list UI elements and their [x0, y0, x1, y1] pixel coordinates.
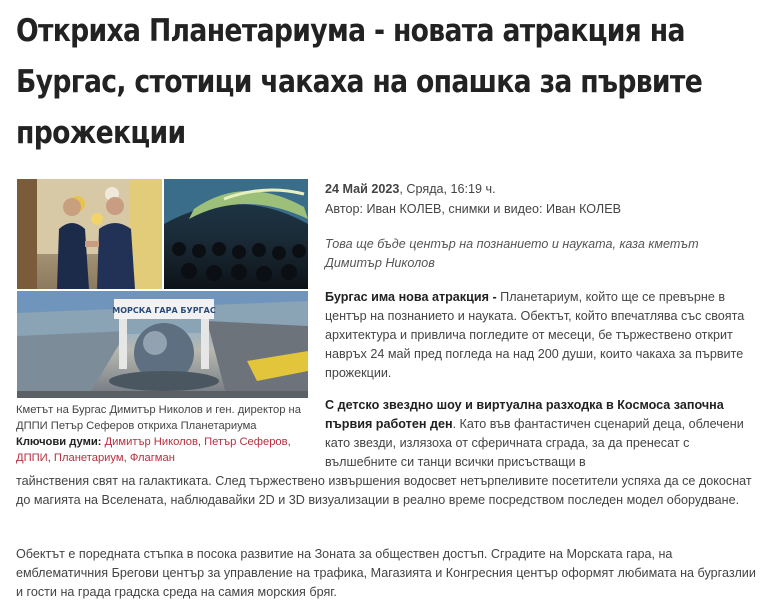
paragraph-1-bold: Бургас има нова атракция -: [325, 290, 497, 304]
article-photo-collage[interactable]: [17, 179, 308, 398]
article-lead: Това ще бъде център на познанието и науката, каза кметът Димитър Николов: [325, 237, 699, 270]
station-sign: МОРСКА ГАРА БУРГАС: [112, 306, 216, 315]
paragraph-2-continued: тайнствения свят на галактиката. След тържествено извършения водосвет нетърпеливите посетители успяха да се докоснат до магията на Вселената, наблюдавайки 2D и 3D визуализации в реално време посредством последен модел оборудване.: [16, 474, 752, 507]
paragraph-2: [325, 396, 757, 472]
publish-date-line: [325, 179, 755, 199]
paragraph-3: Обектът е поредната стъпка в посока развитие на Зоната за обществен достъп. Сградите на Морската гара, на емблематичния Брегови център за управление на трафика, Магазията и Конгресния център оформят любимата на бургазлии и гости на града градска среда на самия морския бряг.: [16, 547, 756, 599]
keyword-link[interactable]: ДППИ: [16, 452, 48, 464]
keywords-label: Ключови думи:: [16, 436, 102, 448]
paragraph-1: [325, 288, 757, 383]
photo-caption-block: [16, 402, 308, 466]
paragraph-1-text: Планетариум, който ще се превърне в център на познанието и науката. Обектът, който впечатлява със своята архитектура и привлича погледите от месеци, бе тържествено открит навръх 24 май пред погледа на над 200 души, които чакаха за първите прожекции.: [325, 290, 745, 380]
article-title: Откриха Планетариума - новата атракция на Бургас, стотици чакаха на опашка за първите прожекции: [16, 13, 703, 151]
photo-planetarium-building: [17, 291, 308, 398]
keywords-line: Ключови думи: Димитър Николов, Петър Сеферов, ДППИ, Планетариум, Флагман: [16, 436, 291, 464]
keyword-link[interactable]: Планетариум: [53, 452, 124, 464]
photo-officials-handshake: [17, 179, 162, 289]
photo-dome-audience: [164, 179, 308, 289]
paragraph-2-bold: С детско звездно шоу и виртуална разходка в Космоса започна първия работен ден: [325, 398, 724, 431]
paragraph-2-text: . Като във фантастичен сценарий деца, облечени като звезди, излязоха от сферичната сграда, за да пренесат с вълшебните си танци всички присъстващи в: [325, 417, 744, 469]
publish-day-time: , Сряда, 16:19 ч.: [399, 182, 496, 196]
keyword-link[interactable]: Флагман: [129, 452, 175, 464]
author-line: Автор: Иван КОЛЕВ, снимки и видео: Иван КОЛЕВ: [325, 202, 621, 216]
keyword-link[interactable]: Петър Сеферов: [204, 436, 288, 448]
article-meta: [325, 179, 755, 219]
publish-date: 24 Май 2023: [325, 182, 400, 196]
keyword-link[interactable]: Димитър Николов: [104, 436, 198, 448]
photo-caption: Кметът на Бургас Димитър Николов и ген. директор на ДППИ Петър Сеферов откриха Планетариума: [16, 404, 301, 432]
